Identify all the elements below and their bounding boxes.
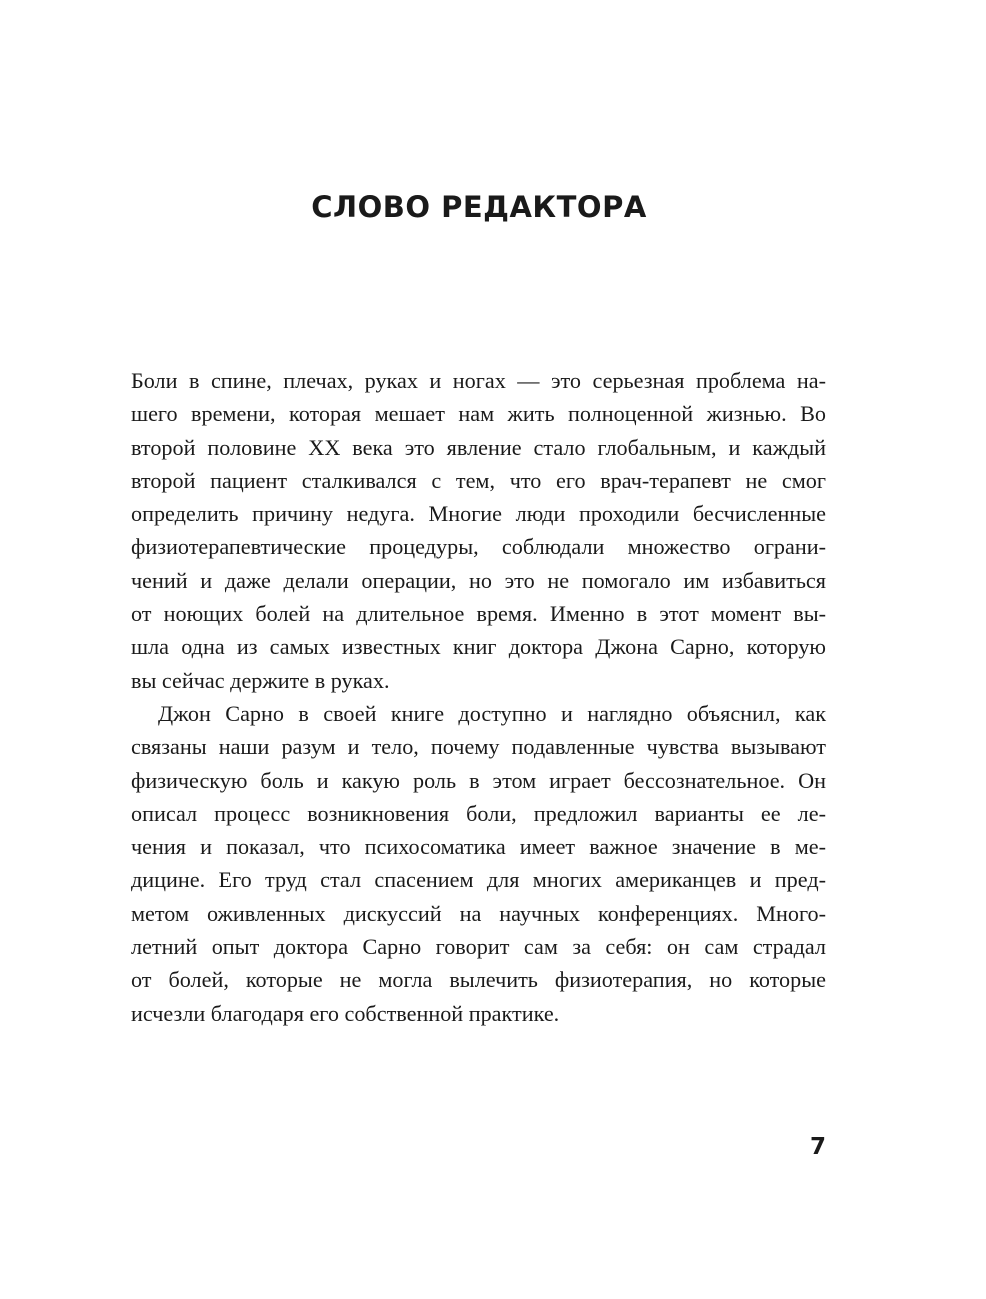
text-line: исчезли благодаря его собственной практике.: [131, 1000, 560, 1026]
page-number: 7: [809, 1134, 826, 1160]
text-line: Джон Сарно в своей книге доступно и наглядно объяснил, как: [158, 700, 826, 726]
text-line: физиотерапевтические процедуры, соблюдали множество ограни-: [131, 534, 826, 560]
text-line: описал процесс возникновения боли, предложил варианты ее ле-: [131, 800, 826, 826]
page-title: СЛОВО РЕДАКТОРА: [311, 190, 647, 224]
text-line: связаны наши разум и тело, почему подавленные чувства вызывают: [131, 734, 826, 760]
text-line: Боли в спине, плечах, руках и ногах — это серьезная проблема на-: [131, 368, 826, 393]
text-line: вы сейчас держите в руках.: [131, 667, 390, 693]
text-line: метом оживленных дискуссий на научных конференциях. Много-: [131, 900, 826, 926]
text-line: шего времени, которая мешает нам жить полноценной жизнью. Во: [131, 401, 826, 427]
text-line: чений и даже делали операции, но это не помогало им избавиться: [131, 567, 826, 593]
text-line: от болей, которые не могла вылечить физиотерапия, но которые: [131, 967, 826, 993]
paragraph-2: [131, 697, 826, 1030]
text-line: от ноющих болей на длительное время. Именно в этот момент вы-: [131, 601, 826, 627]
text-line: физическую боль и какую роль в этом играет бессознательное. Он: [131, 767, 826, 793]
body-text: [131, 364, 826, 1030]
text-line: второй пациент сталкивался с тем, что его врач-терапевт не смог: [131, 467, 826, 493]
text-line: определить причину недуга. Многие люди проходили бесчисленные: [131, 501, 826, 527]
text-line: чения и показал, что психосоматика имеет важное значение в ме-: [131, 834, 826, 860]
text-line: летний опыт доктора Сарно говорит сам за себя: он сам страдал: [131, 934, 826, 960]
paragraph-1: [131, 364, 826, 697]
text-line: второй половине ХХ века это явление стало глобальным, и каждый: [131, 434, 826, 460]
text-line: шла одна из самых известных книг доктора Джона Сарно, которую: [131, 634, 826, 660]
text-line: дицине. Его труд стал спасением для многих американцев и пред-: [131, 867, 826, 893]
